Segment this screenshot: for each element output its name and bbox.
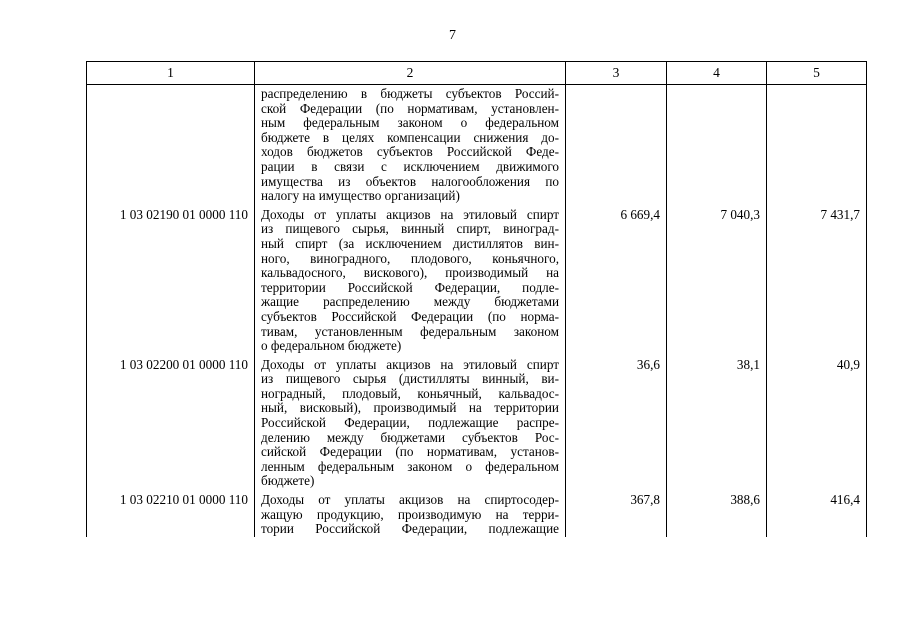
- description-line: жащие распределению между бюджетами: [261, 294, 559, 310]
- description-line: делению между бюджетами субъектов Рос-: [261, 429, 559, 445]
- description-line: кальвадосного, вискового), производимый на: [261, 265, 559, 281]
- header-col-2: 2: [255, 62, 566, 85]
- budget-code: [87, 85, 255, 204]
- value-col-4: 7 040,3: [667, 204, 767, 354]
- table-row: [87, 489, 867, 537]
- value-col-5: 40,9: [767, 354, 867, 489]
- value-col-5: 416,4: [767, 489, 867, 537]
- table-row: [87, 85, 867, 204]
- page-number: 7: [449, 28, 456, 43]
- budget-code: 1 03 02210 01 0000 110: [87, 489, 255, 537]
- description-line: ным федеральным законом о федеральном: [261, 115, 559, 131]
- header-col-4: 4: [667, 62, 767, 85]
- description-line: Доходы от уплаты акцизов на спиртосодер-: [261, 492, 559, 508]
- description-line: ноградный, плодовый, коньячный, кальвадос-: [261, 385, 559, 401]
- description-line: ный спирт (за исключением дистиллятов вин-: [261, 235, 559, 251]
- description-line: имущества из объектов налогообложения по: [261, 173, 559, 189]
- budget-code: 1 03 02200 01 0000 110: [87, 354, 255, 489]
- description-line: ленным федеральным законом о федеральном: [261, 458, 559, 474]
- table-row: [87, 354, 867, 489]
- description-line: Российской Федерации, подлежащие распре-: [261, 415, 559, 431]
- value-col-3: 367,8: [566, 489, 667, 537]
- description-line: бюджете): [261, 473, 315, 489]
- header-col-3: 3: [566, 62, 667, 85]
- value-col-4: 38,1: [667, 354, 767, 489]
- header-col-5: 5: [767, 62, 867, 85]
- value-col-3: [566, 85, 667, 204]
- description-line: тории Российской Федерации, подлежащие: [261, 521, 559, 537]
- value-col-3: 36,6: [566, 354, 667, 489]
- row-description: [255, 354, 566, 489]
- description-line: ный, висковый), производимый на территории: [261, 400, 559, 416]
- table-row: [87, 204, 867, 354]
- description-line: ного, виноградного, плодового, коньячного,: [261, 250, 559, 266]
- header-col-1: 1: [87, 62, 255, 85]
- description-line: субъектов Российской Федерации (по норма-: [261, 308, 559, 324]
- description-line: налогу на имущество организаций): [261, 188, 460, 204]
- row-description: [255, 489, 566, 537]
- description-line: рации в связи с исключением движимого: [261, 158, 559, 174]
- value-col-5: [767, 85, 867, 204]
- description-line: территории Российской Федерации, подле-: [261, 279, 559, 295]
- value-col-4: [667, 85, 767, 204]
- table-header-row: [87, 62, 867, 85]
- description-line: Доходы от уплаты акцизов на этиловый спирт: [261, 206, 559, 222]
- description-line: сийской Федерации (по нормативам, установ-: [261, 444, 559, 460]
- description-line: Доходы от уплаты акцизов на этиловый спирт: [261, 356, 559, 372]
- description-line: распределению в бюджеты субъектов Россий-: [261, 86, 559, 101]
- description-line: из пищевого сырья (дистилляты винный, ви-: [261, 371, 559, 387]
- value-col-3: 6 669,4: [566, 204, 667, 354]
- description-line: ской Федерации (по нормативам, установлен-: [261, 100, 559, 116]
- description-line: тивам, установленным федеральным законом: [261, 323, 559, 339]
- description-line: о федеральном бюджете): [261, 338, 402, 354]
- budget-revenue-table: [86, 61, 867, 537]
- row-description: [255, 85, 566, 204]
- value-col-5: 7 431,7: [767, 204, 867, 354]
- description-line: из пищевого сырья, винный спирт, виноград-: [261, 221, 559, 237]
- budget-code: 1 03 02190 01 0000 110: [87, 204, 255, 354]
- description-line: ходов бюджетов субъектов Российской Феде-: [261, 144, 559, 160]
- value-col-4: 388,6: [667, 489, 767, 537]
- description-line: бюджете в целях компенсации снижения до-: [261, 129, 559, 145]
- row-description: [255, 204, 566, 354]
- description-line: жащую продукцию, производимую на терри-: [261, 506, 559, 522]
